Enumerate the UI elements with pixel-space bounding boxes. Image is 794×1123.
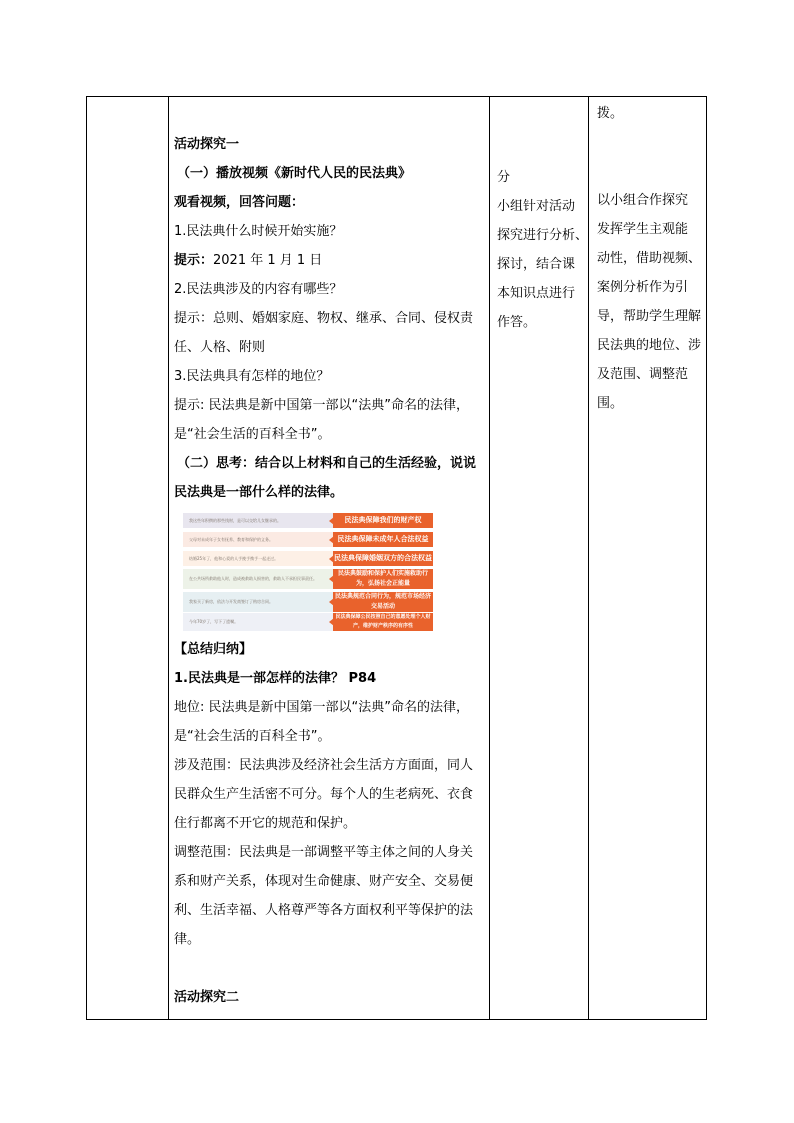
infographic-label: 民法典保障婚姻双方的合法权益: [333, 551, 433, 566]
design-intent-line: 及范围、调整范围。: [597, 367, 689, 411]
column-divider: [489, 97, 490, 1019]
infographic-label: 民法典保障公民按照自己的意愿处理个人财产，维护财产秩序的有序性: [333, 613, 433, 631]
watch-instruction: 观看视频，回答问题：: [174, 195, 305, 210]
student-activity-line: 作答。: [497, 315, 537, 330]
student-activity-line: 分: [497, 170, 511, 185]
activity2-heading: 活动探究二: [174, 990, 240, 1005]
answer-1-text: 2021 年 1 月 1 日: [213, 253, 323, 268]
student-activity-line: 探讨，结合课: [497, 257, 576, 272]
activity1-heading: 活动探究一: [174, 137, 240, 152]
column-divider: [168, 97, 169, 1019]
question-2: 2.民法典涉及的内容有哪些？: [174, 282, 343, 297]
video-heading: （一）播放视频《新时代人民的民法典》: [177, 166, 412, 181]
infographic-label: 民法典鼓励和保护人们实施救助行为，弘扬社会正能量: [333, 569, 433, 589]
summary-adjust-line1: 调整范围：民法典是一部调整平等主体之间的人身关: [174, 845, 474, 860]
summary-position-line2: 是“社会生活的百科全书”。: [174, 729, 331, 744]
summary-position-line1: 地位: 民法典是新中国第一部以“法典”命名的法律，: [174, 700, 469, 715]
summary-heading: 【总结归纳】: [174, 642, 253, 657]
summary-adjust-line3: 利、生活幸福、人格尊严等各方面权利平等保护的法: [174, 903, 474, 918]
infographic-case-text: 我家买了新房，依法与开发商签订了购房合同。: [183, 592, 333, 612]
design-intent-line: 民法典的地位、涉: [597, 338, 702, 353]
design-intent-line: 导，帮助学生理解: [597, 309, 702, 324]
infographic-label: 民法典保障我们的财产权: [333, 513, 433, 528]
infographic-label: 民法典保障未成年人合法权益: [333, 532, 433, 547]
summary-adjust-line2: 系和财产关系，体现对生命健康、财产安全、交易便: [174, 874, 474, 889]
student-activity: [497, 163, 589, 337]
student-activity-line: 探究进行分析、: [497, 228, 589, 243]
student-activity-line: 小组针对活动: [497, 199, 576, 214]
civil-code-infographic: [183, 513, 433, 631]
answer-2-line2: 任、人格、附则: [174, 340, 266, 355]
teaching-content: [174, 130, 484, 1012]
answer-1: [174, 246, 484, 275]
design-intent-line: 以小组合作探究: [597, 193, 689, 208]
infographic-case-text: 父母对未成年子女有抚养、教育和保护的义务。: [183, 532, 333, 547]
infographic-case-text: 我这些年积攒的那些钱财，是可以交给儿女继承的。: [183, 513, 333, 528]
design-intent-line: 案例分析作为引: [597, 280, 689, 295]
infographic-case-text: 结婚25年了，他和心爱的人手挽手携手一起走过。: [183, 551, 333, 566]
lesson-table: [86, 96, 707, 1020]
design-intent: [597, 99, 701, 418]
student-activity-line: 本知识点进行: [497, 286, 576, 301]
blank-line: [174, 954, 484, 983]
infographic-label: 民法典规范合同行为，规范市场经济交易活动: [334, 593, 431, 610]
infographic-case-text: 在公共场所救助他人时，造成被救助人损害的，救助人不承担民事责任。: [183, 569, 333, 589]
summary-scope-line3: 住行都离不开它的规范和保护。: [174, 816, 357, 831]
think-line2: 民法典是一部什么样的法律。: [174, 485, 344, 500]
question-1: 1.民法典什么时候开始实施？: [174, 224, 343, 239]
answer-2-line1: 提示：总则、婚姻家庭、物权、继承、合同、侵权责: [174, 311, 474, 326]
summary-adjust-line4: 律。: [174, 932, 201, 947]
answer-3-line1: 提示: 民法典是新中国第一部以“法典”命名的法律，: [174, 398, 469, 413]
design-intent-line: 发挥学生主观能: [597, 222, 689, 237]
blank-line: [597, 128, 701, 186]
summary-question: 1.民法典是一部怎样的法律？ P84: [174, 671, 377, 686]
design-intent-line: 动性，借助视频、: [597, 251, 702, 266]
design-intent-line: 拨。: [597, 106, 624, 121]
think-line1: （二）思考：结合以上材料和自己的生活经验，说说: [177, 456, 477, 471]
summary-scope-line2: 民群众生产生活密不可分。每个人的生老病死、衣食: [174, 787, 474, 802]
infographic-case-text: 今年70岁了，写下了遗嘱。: [183, 613, 333, 631]
hint-label: 提示：: [174, 253, 214, 268]
answer-3-line2: 是“社会生活的百科全书”。: [174, 427, 331, 442]
question-3: 3.民法典具有怎样的地位？: [174, 369, 330, 384]
summary-scope-line1: 涉及范围：民法典涉及经济社会生活方方面面，同人: [174, 758, 474, 773]
